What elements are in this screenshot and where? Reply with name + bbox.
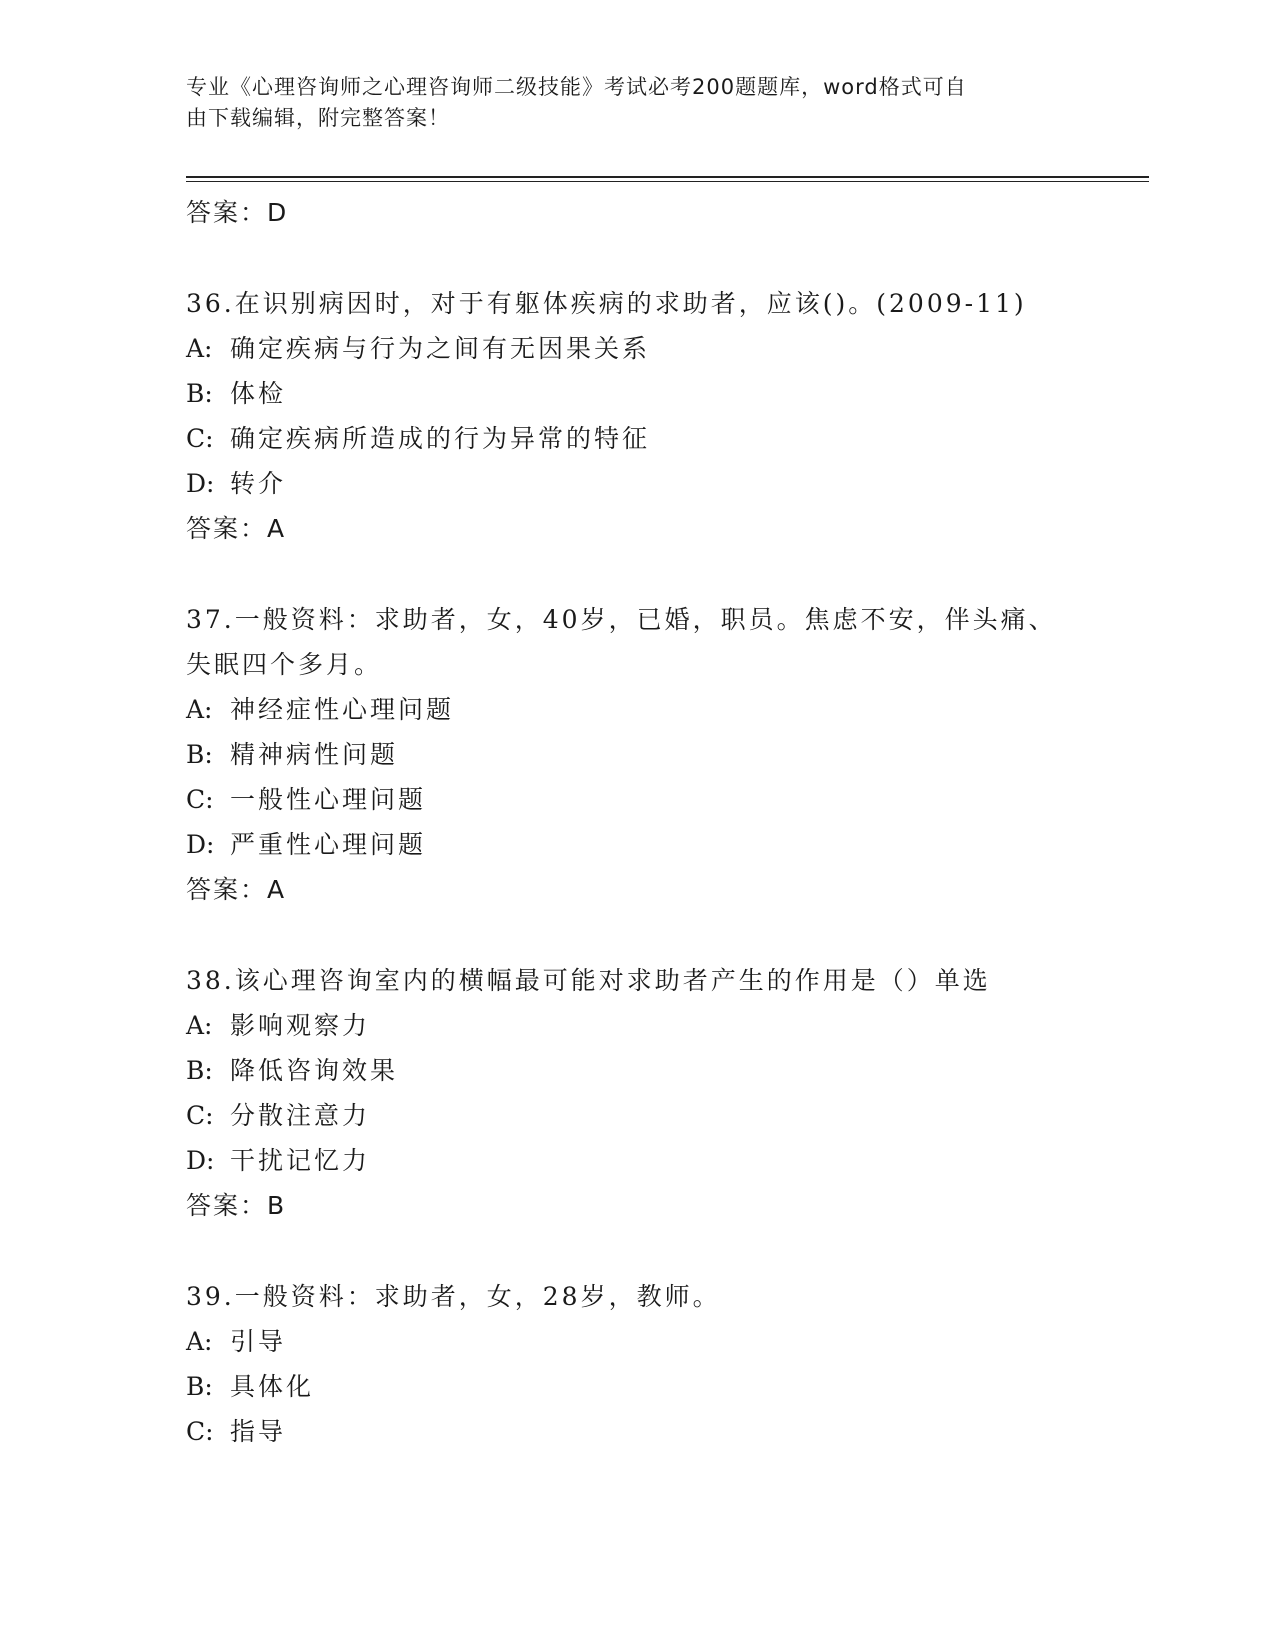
option-text: 干扰记忆力 bbox=[230, 1146, 371, 1175]
option-text: 一般性心理问题 bbox=[230, 785, 427, 814]
option-text: 转介 bbox=[230, 469, 287, 498]
option-key: D: bbox=[186, 830, 215, 859]
spacer bbox=[186, 551, 1086, 597]
option-a bbox=[186, 1319, 1086, 1364]
option-c bbox=[186, 416, 1086, 461]
option-b bbox=[186, 732, 1086, 777]
option-text: 指导 bbox=[230, 1417, 287, 1446]
option-text: 降低咨询效果 bbox=[230, 1056, 399, 1085]
option-text: 神经症性心理问题 bbox=[230, 695, 455, 724]
header-line-1: 专业《心理咨询师之心理咨询师二级技能》考试必考200题题库，word格式可自 bbox=[186, 75, 967, 99]
question-36 bbox=[186, 281, 1086, 551]
question-answer: 答案：B bbox=[186, 1191, 287, 1220]
option-text: 严重性心理问题 bbox=[230, 830, 427, 859]
option-key: B: bbox=[186, 1372, 213, 1401]
option-key: A: bbox=[186, 1011, 213, 1040]
option-d bbox=[186, 822, 1086, 867]
option-key: C: bbox=[186, 1417, 214, 1446]
option-b bbox=[186, 371, 1086, 416]
option-key: B: bbox=[186, 379, 213, 408]
question-stem: 39.一般资料：求助者，女，28岁，教师。 bbox=[186, 1282, 721, 1311]
option-key: C: bbox=[186, 1101, 214, 1130]
question-stem-continued: 失眠四个多月。 bbox=[186, 650, 383, 679]
header-line-2: 由下载编辑，附完整答案！ bbox=[186, 106, 450, 130]
question-38 bbox=[186, 958, 1086, 1228]
previous-answer: 答案：D bbox=[186, 198, 289, 227]
option-key: B: bbox=[186, 1056, 213, 1085]
spacer bbox=[186, 912, 1086, 958]
option-c bbox=[186, 1409, 1086, 1454]
option-key: B: bbox=[186, 740, 213, 769]
question-stem: 36.在识别病因时，对于有躯体疾病的求助者，应该()。(2009-11) bbox=[186, 289, 1027, 318]
option-a bbox=[186, 687, 1086, 732]
option-key: A: bbox=[186, 695, 213, 724]
option-text: 精神病性问题 bbox=[230, 740, 399, 769]
option-c bbox=[186, 1093, 1086, 1138]
option-b bbox=[186, 1048, 1086, 1093]
header-rule-thick bbox=[186, 176, 1149, 178]
spacer bbox=[186, 235, 1086, 281]
option-b bbox=[186, 1364, 1086, 1409]
option-text: 影响观察力 bbox=[230, 1011, 371, 1040]
option-c bbox=[186, 777, 1086, 822]
option-text: 具体化 bbox=[230, 1372, 315, 1401]
question-39 bbox=[186, 1274, 1086, 1454]
option-text: 分散注意力 bbox=[230, 1101, 371, 1130]
question-stem: 37.一般资料：求助者，女，40岁，已婚，职员。焦虑不安，伴头痛、 bbox=[186, 605, 1057, 634]
option-key: A: bbox=[186, 1327, 213, 1356]
option-text: 确定疾病所造成的行为异常的特征 bbox=[230, 424, 651, 453]
option-key: C: bbox=[186, 785, 214, 814]
spacer bbox=[186, 1228, 1086, 1274]
option-d bbox=[186, 1138, 1086, 1183]
option-a bbox=[186, 326, 1086, 371]
option-d bbox=[186, 461, 1086, 506]
option-text: 确定疾病与行为之间有无因果关系 bbox=[230, 334, 651, 363]
document-header bbox=[186, 72, 1066, 134]
option-text: 引导 bbox=[230, 1327, 287, 1356]
option-key: C: bbox=[186, 424, 214, 453]
option-key: D: bbox=[186, 1146, 215, 1175]
question-answer: 答案：A bbox=[186, 514, 287, 543]
option-text: 体检 bbox=[230, 379, 287, 408]
header-rule-thin bbox=[186, 181, 1149, 182]
question-stem: 38.该心理咨询室内的横幅最可能对求助者产生的作用是（）单选 bbox=[186, 966, 991, 995]
option-a bbox=[186, 1003, 1086, 1048]
question-answer: 答案：A bbox=[186, 875, 287, 904]
option-key: D: bbox=[186, 469, 215, 498]
question-37 bbox=[186, 597, 1086, 912]
question-list bbox=[186, 190, 1086, 1454]
option-key: A: bbox=[186, 334, 213, 363]
